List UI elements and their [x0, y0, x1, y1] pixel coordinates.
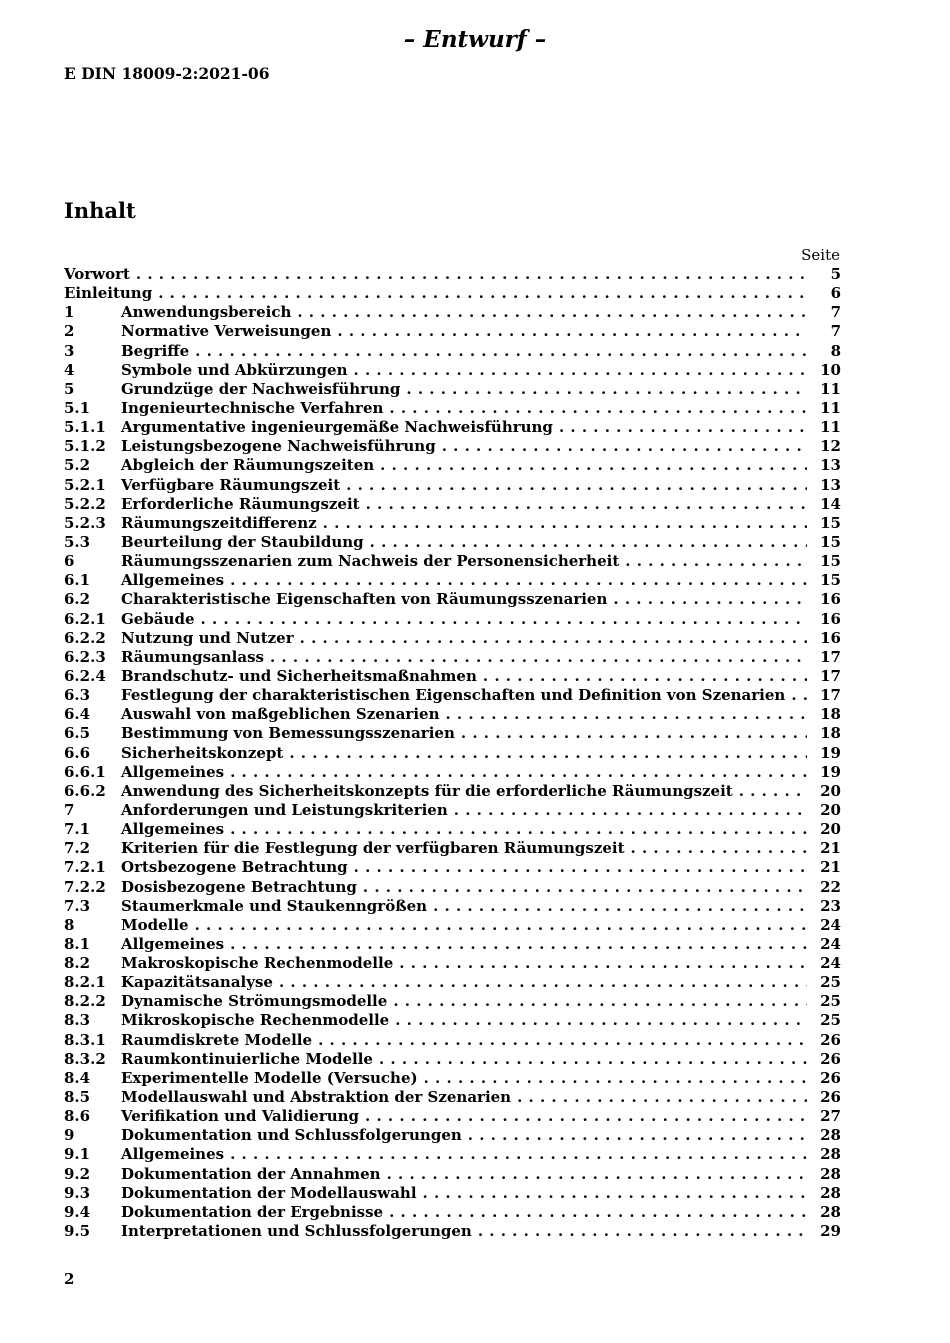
toc-entry-page: 16 [820, 609, 841, 628]
toc-entry-title: Gebäude [121, 609, 195, 628]
toc-entry-page: 7 [830, 322, 841, 341]
toc-dot-leader [354, 858, 807, 876]
toc-entry[interactable] [64, 610, 841, 629]
toc-entry-page: 25 [820, 992, 841, 1011]
toc-entry-number: 6.2.2 [64, 628, 106, 647]
toc-entry-number: 7.2.1 [64, 858, 106, 877]
toc-entry-page: 24 [820, 915, 841, 934]
toc-entry[interactable] [64, 571, 841, 590]
toc-dot-leader [468, 1126, 807, 1144]
toc-entry[interactable] [64, 782, 841, 801]
toc-dot-leader [201, 610, 808, 628]
toc-entry-page: 28 [820, 1164, 841, 1183]
toc-dot-leader [279, 973, 807, 991]
toc-entry[interactable] [64, 916, 841, 935]
toc-entry[interactable] [64, 380, 841, 399]
toc-entry-title: Staumerkmale und Staukenngrößen [121, 896, 428, 915]
toc-entry-number: 7.1 [64, 820, 91, 839]
toc-entry[interactable] [64, 418, 841, 437]
toc-entry-page: 16 [820, 628, 841, 647]
toc-entry-title: Kapazitätsanalyse [121, 973, 273, 992]
toc-entry-number: 6.2.3 [64, 647, 106, 666]
toc-entry-number: 9.4 [64, 1202, 91, 1221]
toc-entry-title: Dokumentation und Schlussfolgerungen [121, 1126, 462, 1145]
toc-entry-number: 5.1 [64, 398, 91, 417]
toc-dot-leader [158, 284, 807, 302]
toc-entry-title: Dokumentation der Ergebnisse [121, 1202, 384, 1221]
toc-entry-title: Begriffe [121, 341, 190, 360]
toc-entry-page: 11 [820, 398, 841, 417]
toc-entry-number: 9.3 [64, 1183, 91, 1202]
toc-entry-page: 15 [820, 532, 841, 551]
toc-entry-number: 9.2 [64, 1164, 91, 1183]
toc-dot-leader [739, 782, 807, 800]
toc-entry-number: 5.2.1 [64, 475, 106, 494]
toc-dot-leader [517, 1088, 807, 1106]
toc-entry-page: 28 [820, 1202, 841, 1221]
toc-dot-leader [230, 763, 807, 781]
toc-entry-title: Erforderliche Räumungszeit [121, 494, 360, 513]
toc-entry[interactable] [64, 992, 841, 1011]
toc-entry[interactable] [64, 476, 841, 495]
toc-entry-number: 6.3 [64, 686, 91, 705]
toc-entry[interactable] [64, 284, 841, 303]
toc-entry-page: 13 [820, 456, 841, 475]
toc-dot-leader [230, 571, 807, 589]
toc-dot-leader [454, 801, 807, 819]
toc-entry-title: Nutzung und Nutzer [121, 628, 294, 647]
toc-entry-page: 7 [830, 303, 841, 322]
toc-dot-leader [395, 1011, 807, 1029]
toc-entry-number: 8.2 [64, 954, 91, 973]
toc-dot-leader [559, 418, 807, 436]
toc-dot-leader [230, 1145, 807, 1163]
toc-entry-page: 24 [820, 934, 841, 953]
toc-entry[interactable] [64, 1184, 841, 1203]
toc-entry-number: 8.5 [64, 1088, 91, 1107]
toc-entry-page: 8 [830, 341, 841, 360]
toc-entry-title: Vorwort [64, 265, 130, 283]
toc-entry-number: 5.1.1 [64, 418, 106, 437]
toc-entry-page: 26 [820, 1088, 841, 1107]
toc-dot-leader [433, 897, 807, 915]
toc-entry-title: Räumungsszenarien zum Nachweis der Personensicherheit [121, 552, 620, 571]
toc-entry-title: Symbole und Abkürzungen [121, 360, 348, 379]
toc-entry-page: 15 [820, 513, 841, 532]
toc-entry-page: 14 [820, 494, 841, 513]
toc-entry-title: Allgemeines [121, 571, 225, 590]
toc-entry[interactable] [64, 399, 841, 418]
toc-entry-title: Räumungsanlass [121, 647, 264, 666]
toc-entry-page: 15 [820, 571, 841, 590]
toc-entry-number: 6.6 [64, 743, 91, 762]
toc-dot-leader [380, 456, 807, 474]
toc-dot-leader [631, 839, 807, 857]
page-number: 2 [64, 1270, 75, 1288]
toc-entry[interactable] [64, 648, 841, 667]
toc-entry-title: Allgemeines [121, 820, 225, 839]
toc-entry[interactable] [64, 878, 841, 897]
toc-entry[interactable] [64, 437, 841, 456]
toc-entry[interactable] [64, 1126, 841, 1145]
toc-entry[interactable] [64, 1069, 841, 1088]
toc-entry-page: 26 [820, 1068, 841, 1087]
toc-entry[interactable] [64, 667, 841, 686]
toc-entry-title: Verfügbare Räumungszeit [121, 475, 341, 494]
toc-entry-page: 5 [830, 265, 841, 283]
toc-entry[interactable] [64, 590, 841, 609]
toc-entry-number: 1 [64, 303, 75, 322]
toc-entry-title: Leistungsbezogene Nachweisführung [121, 437, 436, 456]
toc-entry-page: 27 [820, 1107, 841, 1126]
toc-entry-number: 6.2.1 [64, 609, 106, 628]
toc-entry-title: Experimentelle Modelle (Versuche) [121, 1068, 418, 1087]
toc-dot-leader [399, 954, 807, 972]
toc-entry-number: 6.5 [64, 724, 91, 743]
toc-entry[interactable] [64, 858, 841, 877]
toc-entry-number: 2 [64, 322, 75, 341]
toc-entry[interactable] [64, 820, 841, 839]
toc-entry-number: 5.2.2 [64, 494, 106, 513]
toc-dot-leader [297, 303, 807, 321]
toc-entry[interactable] [64, 973, 841, 992]
toc-entry-page: 24 [820, 954, 841, 973]
toc-entry-number: 8.4 [64, 1068, 91, 1087]
page-column-label: Seite [801, 246, 840, 264]
toc-entry-title: Dokumentation der Annahmen [121, 1164, 381, 1183]
toc-entry-page: 20 [820, 781, 841, 800]
toc-entry[interactable] [64, 763, 841, 782]
toc-entry[interactable] [64, 935, 841, 954]
toc-entry[interactable] [64, 265, 841, 284]
toc-entry-page: 21 [820, 839, 841, 858]
toc-entry-title: Interpretationen und Schlussfolgerungen [121, 1222, 472, 1241]
toc-entry-number: 9 [64, 1126, 75, 1145]
toc-entry[interactable] [64, 897, 841, 916]
toc-entry-number: 6.6.1 [64, 762, 106, 781]
toc-entry-number: 8.1 [64, 934, 91, 953]
toc-entry-title: Modellauswahl und Abstraktion der Szenarien [121, 1088, 512, 1107]
toc-entry-page: 20 [820, 800, 841, 819]
toc-entry-number: 8.2.1 [64, 973, 106, 992]
toc-entry-number: 7.3 [64, 896, 91, 915]
toc-dot-leader [389, 1203, 807, 1221]
toc-entry-page: 20 [820, 820, 841, 839]
toc-dot-leader [791, 686, 807, 704]
toc-dot-leader [354, 361, 808, 379]
draft-watermark-title: – Entwurf – [403, 26, 547, 53]
toc-entry-page: 18 [820, 705, 841, 724]
toc-entry-title: Beurteilung der Staubildung [121, 532, 364, 551]
toc-entry[interactable] [64, 514, 841, 533]
toc-entry[interactable] [64, 1107, 841, 1126]
toc-dot-leader [406, 380, 807, 398]
page-title: Inhalt [64, 198, 136, 223]
toc-entry[interactable] [64, 1031, 841, 1050]
toc-entry-title: Festlegung der charakteristischen Eigenschaften und Definition von Szenarien [121, 686, 786, 705]
toc-entry-page: 21 [820, 858, 841, 877]
toc-dot-leader [387, 1165, 807, 1183]
toc-entry-title: Anwendung des Sicherheitskonzepts für die erforderliche Räumungszeit [121, 781, 733, 800]
toc-entry[interactable] [64, 1088, 841, 1107]
toc-entry-number: 6 [64, 552, 75, 571]
toc-entry-number: 6.1 [64, 571, 91, 590]
toc-entry-page: 17 [820, 647, 841, 666]
toc-entry-title: Auswahl von maßgeblichen Szenarien [121, 705, 440, 724]
toc-dot-leader [613, 590, 807, 608]
toc-entry-title: Abgleich der Räumungszeiten [121, 456, 375, 475]
toc-entry-number: 8.6 [64, 1107, 91, 1126]
toc-entry-page: 11 [820, 418, 841, 437]
toc-dot-leader [289, 744, 807, 762]
toc-entry-number: 8 [64, 915, 75, 934]
toc-entry-title: Einleitung [64, 284, 153, 303]
toc-entry-title: Ingenieurtechnische Verfahren [121, 398, 384, 417]
toc-entry-page: 18 [820, 724, 841, 743]
toc-dot-leader [424, 1069, 807, 1087]
toc-dot-leader [346, 476, 807, 494]
toc-entry[interactable] [64, 1050, 841, 1069]
toc-entry-page: 26 [820, 1049, 841, 1068]
toc-entry-number: 5.2.3 [64, 513, 106, 532]
toc-entry-number: 8.3 [64, 1011, 91, 1030]
toc-entry-title: Mikroskopische Rechenmodelle [121, 1011, 390, 1030]
toc-entry-number: 8.3.1 [64, 1030, 106, 1049]
toc-entry[interactable] [64, 1165, 841, 1184]
toc-entry-title: Kriterien für die Festlegung der verfügbaren Räumungszeit [121, 839, 625, 858]
toc-entry[interactable] [64, 456, 841, 475]
toc-entry[interactable] [64, 552, 841, 571]
toc-entry-title: Anwendungsbereich [121, 303, 292, 322]
toc-entry-title: Sicherheitskonzept [121, 743, 284, 762]
toc-dot-leader [393, 992, 807, 1010]
toc-entry-number: 7.2.2 [64, 877, 106, 896]
toc-dot-leader [323, 514, 807, 532]
toc-dot-leader [337, 322, 807, 340]
toc-entry-number: 6.2 [64, 590, 91, 609]
toc-entry[interactable] [64, 533, 841, 552]
toc-entry-title: Grundzüge der Nachweisführung [121, 379, 401, 398]
toc-entry[interactable] [64, 954, 841, 973]
toc-entry-title: Verifikation und Validierung [121, 1107, 360, 1126]
toc-entry-title: Allgemeines [121, 934, 225, 953]
toc-entry-title: Dosisbezogene Betrachtung [121, 877, 357, 896]
toc-entry[interactable] [64, 629, 841, 648]
toc-entry-page: 17 [820, 686, 841, 705]
toc-dot-leader [195, 342, 807, 360]
toc-entry-title: Allgemeines [121, 1145, 225, 1164]
toc-dot-leader [445, 705, 807, 723]
toc-entry-number: 5.1.2 [64, 437, 106, 456]
toc-entry-title: Anforderungen und Leistungskriterien [121, 800, 448, 819]
toc-entry-title: Normative Verweisungen [121, 322, 332, 341]
toc-entry[interactable] [64, 361, 841, 380]
toc-dot-leader [483, 667, 807, 685]
toc-entry-page: 22 [820, 877, 841, 896]
toc-entry-page: 29 [820, 1222, 841, 1241]
toc-entry-page: 19 [820, 743, 841, 762]
toc-entry[interactable] [64, 1145, 841, 1164]
toc-entry-title: Räumungszeitdifferenz [121, 513, 317, 532]
toc-entry-number: 5 [64, 379, 75, 398]
toc-dot-leader [379, 1050, 807, 1068]
toc-entry-number: 7.2 [64, 839, 91, 858]
toc-dot-leader [478, 1222, 807, 1240]
toc-entry-page: 12 [820, 437, 841, 456]
toc-dot-leader [195, 916, 807, 934]
toc-entry-page: 25 [820, 973, 841, 992]
toc-entry-page: 16 [820, 590, 841, 609]
toc-entry-number: 8.2.2 [64, 992, 106, 1011]
toc-entry-number: 6.6.2 [64, 781, 106, 800]
toc-dot-leader [230, 820, 807, 838]
toc-dot-leader [625, 552, 807, 570]
toc-entry-page: 13 [820, 475, 841, 494]
toc-entry[interactable] [64, 724, 841, 743]
toc-entry[interactable] [64, 744, 841, 763]
toc-entry-title: Raumkontinuierliche Modelle [121, 1049, 373, 1068]
toc-entry[interactable] [64, 322, 841, 341]
table-of-contents [64, 265, 841, 1241]
toc-entry[interactable] [64, 1203, 841, 1222]
toc-entry-number: 6.2.4 [64, 666, 106, 685]
toc-entry-page: 28 [820, 1183, 841, 1202]
toc-entry-page: 10 [820, 360, 841, 379]
toc-entry[interactable] [64, 1222, 841, 1241]
toc-dot-leader [300, 629, 807, 647]
toc-entry-number: 4 [64, 360, 75, 379]
toc-dot-leader [318, 1031, 807, 1049]
toc-entry-title: Makroskopische Rechenmodelle [121, 954, 394, 973]
toc-entry[interactable] [64, 342, 841, 361]
toc-entry-title: Brandschutz- und Sicherheitsmaßnahmen [121, 666, 477, 685]
toc-entry-title: Charakteristische Eigenschaften von Räumungsszenarien [121, 590, 608, 609]
toc-entry-page: 23 [820, 896, 841, 915]
toc-dot-leader [230, 935, 807, 953]
toc-entry-page: 28 [820, 1126, 841, 1145]
toc-dot-leader [423, 1184, 807, 1202]
toc-entry[interactable] [64, 686, 841, 705]
toc-dot-leader [442, 437, 807, 455]
toc-entry-title: Ortsbezogene Betrachtung [121, 858, 348, 877]
toc-entry-page: 11 [820, 379, 841, 398]
toc-entry[interactable] [64, 705, 841, 724]
toc-entry[interactable] [64, 1011, 841, 1030]
toc-entry-page: 26 [820, 1030, 841, 1049]
document-id: E DIN 18009-2:2021-06 [64, 64, 270, 83]
toc-entry-title: Modelle [121, 915, 189, 934]
toc-entry[interactable] [64, 839, 841, 858]
toc-entry-number: 5.2 [64, 456, 91, 475]
toc-entry-number: 8.3.2 [64, 1049, 106, 1068]
toc-dot-leader [136, 265, 807, 283]
toc-dot-leader [270, 648, 807, 666]
toc-entry-number: 9.1 [64, 1145, 91, 1164]
toc-entry-number: 3 [64, 341, 75, 360]
toc-entry-page: 28 [820, 1145, 841, 1164]
toc-entry-page: 15 [820, 552, 841, 571]
toc-entry-title: Raumdiskrete Modelle [121, 1030, 313, 1049]
toc-entry-title: Dokumentation der Modellauswahl [121, 1183, 417, 1202]
toc-entry-number: 5.3 [64, 532, 91, 551]
toc-entry-number: 9.5 [64, 1222, 91, 1241]
toc-dot-leader [389, 399, 807, 417]
toc-entry-title: Allgemeines [121, 762, 225, 781]
toc-entry[interactable] [64, 303, 841, 322]
toc-entry[interactable] [64, 801, 841, 820]
toc-entry-page: 17 [820, 666, 841, 685]
toc-entry-page: 6 [830, 284, 841, 303]
toc-entry-title: Argumentative ingenieurgemäße Nachweisführung [121, 418, 553, 437]
toc-entry-title: Dynamische Strömungsmodelle [121, 992, 388, 1011]
toc-entry-number: 6.4 [64, 705, 91, 724]
toc-dot-leader [461, 724, 807, 742]
toc-entry[interactable] [64, 495, 841, 514]
toc-entry-title: Bestimmung von Bemessungsszenarien [121, 724, 455, 743]
toc-dot-leader [363, 878, 807, 896]
toc-entry-page: 19 [820, 762, 841, 781]
toc-entry-page: 25 [820, 1011, 841, 1030]
toc-dot-leader [365, 1107, 807, 1125]
toc-dot-leader [370, 533, 807, 551]
toc-entry-number: 7 [64, 800, 75, 819]
toc-dot-leader [366, 495, 807, 513]
